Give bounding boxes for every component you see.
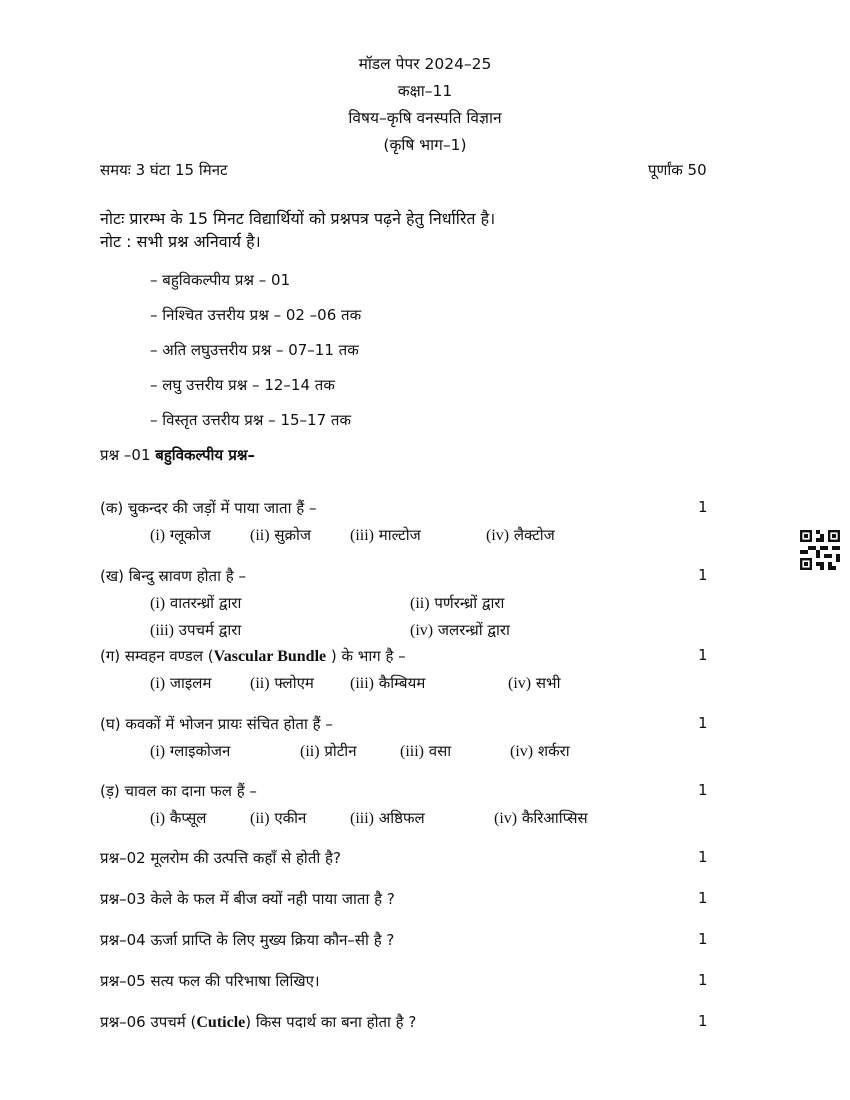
question-marks: 1: [698, 781, 708, 799]
option-text: कैरिआप्सिस: [521, 809, 588, 827]
question-text: प्रश्न–06 उपचर्म (: [100, 1013, 197, 1031]
question-text: प्रश्न–02 मूलरोम की उत्पत्ति कहाँ से होती है?: [100, 849, 341, 867]
option-text: शर्करा: [537, 742, 570, 760]
section-item: – विस्तृत उत्तरीय प्रश्न – 15–17 तक: [150, 411, 351, 429]
option-number: (ii): [250, 810, 270, 827]
mcq-question: (ख) बिन्दु स्रावण होता है –: [100, 567, 246, 585]
mcq-option: [150, 741, 230, 761]
option-text: एकीन: [274, 809, 307, 827]
option-text: जलरन्ध्रों द्वारा: [437, 621, 510, 639]
mcq-option: [508, 673, 560, 693]
question-marks: 1: [698, 646, 708, 664]
mcq-option: [250, 525, 311, 545]
option-text: सभी: [535, 674, 561, 692]
option-number: (iii): [350, 675, 374, 692]
paper-title: मॉडल पेपर 2024–25: [358, 55, 492, 73]
note-compulsory: नोट : सभी प्रश्न अनिवार्य है।: [100, 232, 261, 251]
option-text: ग्लाइकोजन: [169, 742, 231, 760]
section-item: – अति लघुउत्तरीय प्रश्न – 07–11 तक: [150, 341, 359, 359]
time-label: समयः 3 घंटा 15 मिनट: [100, 161, 228, 179]
mcq-option: [150, 525, 211, 545]
q1-title: बहुविकल्पीय प्रश्न–: [155, 446, 255, 464]
option-text: उपचर्म द्वारा: [178, 621, 242, 639]
question-english-term: Cuticle: [196, 1014, 246, 1031]
question-text: प्रश्न–04 ऊर्जा प्राप्ति के लिए मुख्य क्रिया कौन–सी है ?: [100, 931, 395, 949]
mcq-question: (क) चुकन्दर की जड़ों में पाया जाता हैं –: [100, 499, 317, 517]
option-number: (iv): [508, 675, 532, 692]
question-text: ) किस पदार्थ का बना होता है ?: [245, 1013, 417, 1031]
option-number: (i): [150, 595, 166, 612]
option-text: वसा: [428, 742, 452, 760]
question-marks: 1: [698, 498, 708, 516]
subject-label: विषय–कृषि वनस्पति विज्ञान: [348, 109, 502, 127]
part-label: (कृषि भाग–1): [383, 136, 467, 154]
option-text: प्रोटीन: [324, 742, 357, 760]
mcq-option: [410, 593, 504, 613]
question-marks: 1: [698, 848, 708, 866]
mcq-option: [350, 525, 421, 545]
option-number: (iii): [150, 622, 174, 639]
question-text: ) के भाग है –: [330, 647, 406, 665]
option-text: कैप्सूल: [169, 809, 207, 827]
mcq-option: [400, 741, 451, 761]
mcq-option: [510, 741, 570, 761]
mcq-question: [100, 646, 406, 666]
option-number: (iv): [510, 743, 534, 760]
class-label: कक्षा–11: [397, 82, 453, 100]
question-marks: 1: [698, 930, 708, 948]
option-text: माल्टोज: [378, 526, 421, 544]
question-text: प्रश्न–03 केले के फल में बीज क्यों नही पाया जाता है ?: [100, 890, 395, 908]
option-number: (iii): [350, 527, 374, 544]
mcq-question: (ड़) चावल का दाना फल हैं –: [100, 782, 257, 800]
option-number: (i): [150, 527, 166, 544]
option-number: (i): [150, 743, 166, 760]
option-text: फ्लोएम: [274, 674, 314, 692]
option-number: (iv): [486, 527, 510, 544]
option-number: (ii): [250, 527, 270, 544]
option-text: जाइलम: [169, 674, 212, 692]
question-text: (ग) सम्वहन वण्डल (: [100, 647, 214, 665]
question-english-term: Vascular Bundle: [213, 648, 327, 665]
question-marks: 1: [698, 1012, 708, 1030]
total-marks: पूर्णांक 50: [648, 161, 707, 179]
option-number: (iii): [350, 810, 374, 827]
mcq-option: [300, 741, 357, 761]
note-reading-time: नोटः प्रारम्भ के 15 मिनट विद्यार्थियों को प्रश्नपत्र पढ़ने हेतु निर्धारित है।: [100, 209, 496, 228]
question-marks: 1: [698, 714, 708, 732]
mcq-option: [250, 808, 306, 828]
mcq-option: [150, 593, 241, 613]
option-number: (iii): [400, 743, 424, 760]
mcq-option: [494, 808, 588, 828]
section-item: – निश्चित उत्तरीय प्रश्न – 02 –06 तक: [150, 306, 362, 324]
question-marks: 1: [698, 971, 708, 989]
option-text: वातरन्ध्रों द्वारा: [169, 594, 242, 612]
section-item: – बहुविकल्पीय प्रश्न – 01: [150, 271, 291, 289]
mcq-option: [410, 620, 510, 640]
q1-heading: [100, 445, 255, 465]
question-text: [100, 1012, 416, 1032]
mcq-option: [250, 673, 314, 693]
option-number: (ii): [300, 743, 320, 760]
q1-label: प्रश्न –01: [100, 446, 151, 464]
option-text: लैक्टोज: [513, 526, 555, 544]
mcq-option: [486, 525, 555, 545]
option-text: सुक्रोज: [274, 526, 312, 544]
question-marks: 1: [698, 566, 708, 584]
mcq-option: [350, 673, 425, 693]
section-item: – लघु उत्तरीय प्रश्न – 12–14 तक: [150, 376, 335, 394]
mcq-option: [350, 808, 425, 828]
mcq-option: [150, 808, 206, 828]
mcq-option: [150, 673, 211, 693]
option-number: (i): [150, 810, 166, 827]
option-text: कैम्बियम: [378, 674, 426, 692]
option-text: पर्णरन्ध्रों द्वारा: [434, 594, 505, 612]
option-number: (iv): [410, 622, 434, 639]
option-number: (ii): [250, 675, 270, 692]
option-number: (iv): [494, 810, 518, 827]
option-text: ग्लूकोज: [169, 526, 211, 544]
question-marks: 1: [698, 889, 708, 907]
option-number: (i): [150, 675, 166, 692]
mcq-question: (घ) कवकों में भोजन प्रायः संचित होता हैं –: [100, 715, 333, 733]
qr-code-icon: [800, 530, 840, 570]
option-number: (ii): [410, 595, 430, 612]
question-text: प्रश्न–05 सत्य फल की परिभाषा लिखिए।: [100, 972, 320, 990]
mcq-option: [150, 620, 241, 640]
option-text: अष्ठिफल: [378, 809, 425, 827]
